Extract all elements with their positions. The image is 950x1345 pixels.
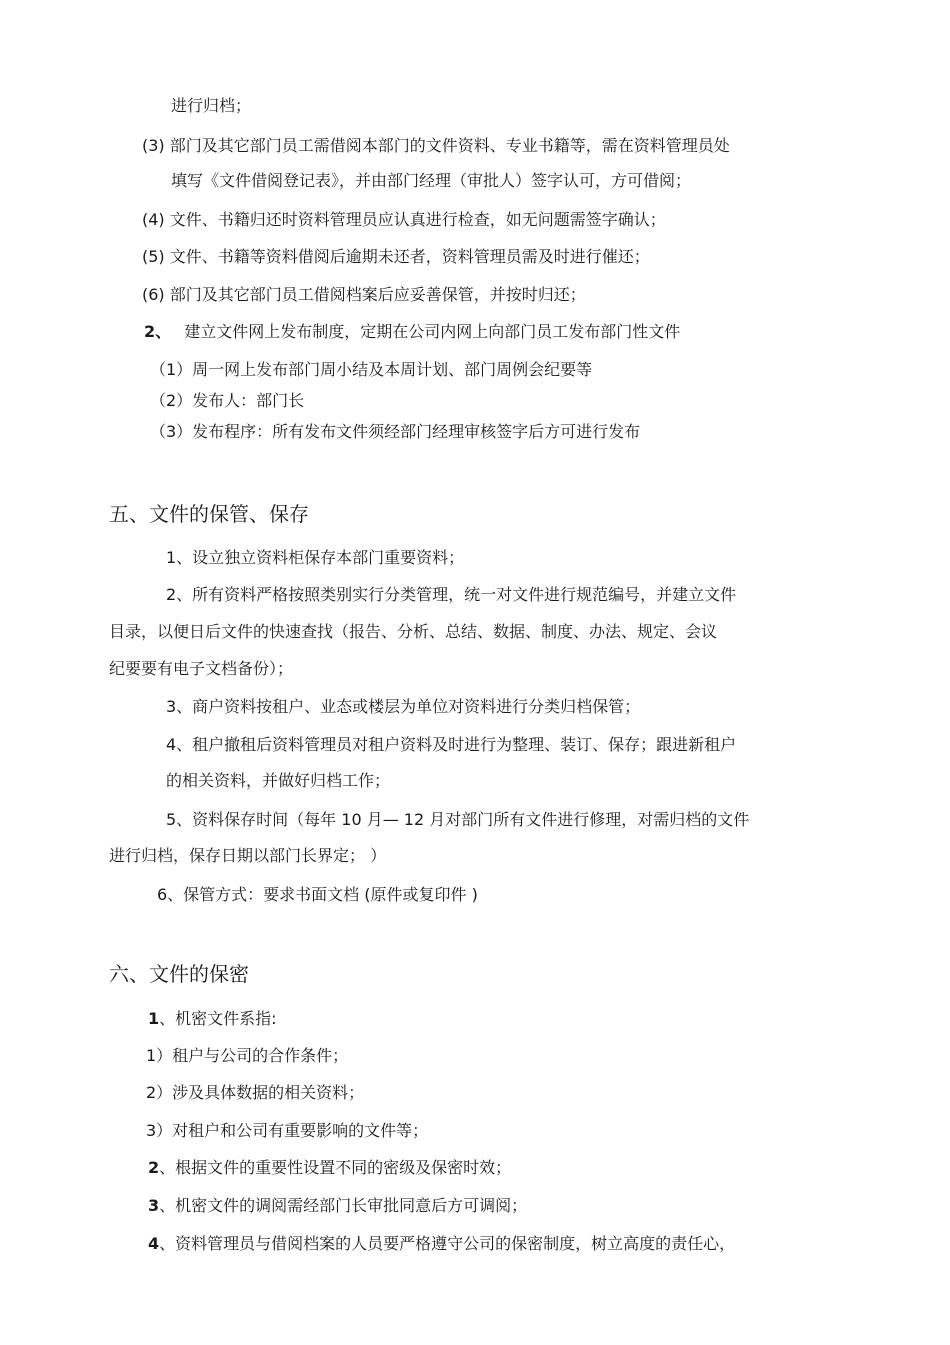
section5-item-4: 4、租户撤租后资料管理员对租户资料及时进行为整理、装订、保存；跟进新租户: [166, 735, 737, 754]
section6-item-2: 2、根据文件的重要性设置不同的密级及保密时效；: [148, 1158, 512, 1177]
item-text: 机密文件的调阅需经部门长审批同意后方可调阅；: [175, 1196, 528, 1215]
section5-item-5: 5、资料保存时间（每年 10 月— 12 月对部门所有文件进行修理，对需归档的文件: [166, 810, 750, 829]
item-number: 2: [148, 1158, 160, 1177]
list-item-4: (4) 文件、书籍归还时资料管理员应认真进行检查，如无问题需签字确认；: [142, 210, 666, 229]
section6-item-3: 3、机密文件的调阅需经部门长审批同意后方可调阅；: [148, 1196, 528, 1215]
section5-item-6: 6、保管方式：要求书面文档 (原件或复印件 ): [157, 885, 478, 904]
section6-item-1: 1、机密文件系指:: [148, 1009, 277, 1028]
section5-item-2: 2、所有资料严格按照类别实行分类管理，统一对文件进行规范编号，并建立文件: [166, 585, 737, 604]
section-heading-5: 五、文件的保管、保存: [109, 502, 309, 526]
item-text: 建立文件网上发布制度，定期在公司内网上向部门员工发布部门性文件: [184, 322, 681, 341]
item-number: 1: [148, 1009, 160, 1028]
section5-item-2-cont: 纪要要有电子文档备份）；: [109, 659, 294, 678]
item-number: 2、: [144, 322, 172, 341]
section-heading-6: 六、文件的保密: [109, 962, 249, 986]
sub-item-2: （2）发布人：部门长: [150, 391, 305, 410]
section5-item-2-cont: 目录，以便日后文件的快速查找（报告、分析、总结、数据、制度、办法、规定、会议: [109, 622, 718, 641]
section6-sub-item-3: 3）对租户和公司有重要影响的文件等；: [146, 1121, 429, 1140]
list-item-3: (3) 部门及其它部门员工需借阅本部门的文件资料、专业书籍等，需在资料管理员处: [142, 136, 730, 155]
list-item-5: (5) 文件、书籍等资料借阅后逾期未还者，资料管理员需及时进行催还；: [142, 247, 650, 266]
section6-sub-item-1: 1）租户与公司的合作条件；: [146, 1046, 349, 1065]
item-text: 机密文件系指:: [175, 1009, 277, 1028]
list-item-6: (6) 部门及其它部门员工借阅档案后应妥善保管，并按时归还；: [142, 285, 586, 304]
item-text: 根据文件的重要性设置不同的密级及保密时效；: [175, 1158, 512, 1177]
item-number: 4: [148, 1234, 160, 1253]
sub-item-1: （1）周一网上发布部门周小结及本周计划、部门周例会纪要等: [150, 360, 593, 379]
section6-item-4: 4、资料管理员与借阅档案的人员要严格遵守公司的保密制度，树立高度的责任心，: [148, 1234, 736, 1253]
sub-item-3: （3）发布程序：所有发布文件须经部门经理审核签字后方可进行发布: [150, 422, 641, 441]
section5-item-4-cont: 的相关资料，并做好归档工作；: [166, 771, 391, 790]
section5-item-5-cont: 进行归档，保存日期以部门长界定； ）: [109, 846, 387, 865]
list-item-2-header: [144, 322, 680, 342]
item-number: 3: [148, 1196, 160, 1215]
paragraph-line: 进行归档；: [171, 96, 252, 115]
section5-item-1: 1、设立独立资料柜保存本部门重要资料；: [166, 548, 465, 567]
section6-sub-item-2: 2）涉及具体数据的相关资料；: [146, 1083, 365, 1102]
item-text: 资料管理员与借阅档案的人员要严格遵守公司的保密制度，树立高度的责任心，: [175, 1234, 736, 1253]
section5-item-3: 3、商户资料按租户、业态或楼层为单位对资料进行分类归档保管；: [166, 697, 641, 716]
list-item-3-cont: 填写《文件借阅登记表》，并由部门经理（审批人）签字认可，方可借阅；: [171, 171, 692, 190]
